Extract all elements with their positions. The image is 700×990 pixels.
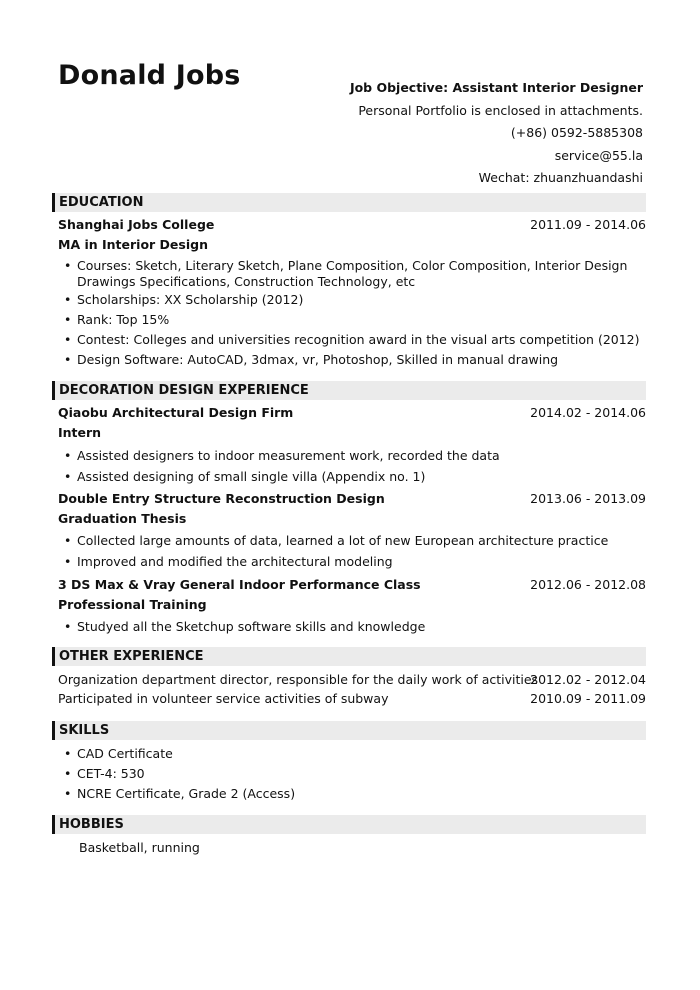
bullet-icon: • — [64, 746, 72, 761]
list-item — [64, 258, 644, 290]
other-experience-row — [58, 671, 646, 689]
section-header-experience: DECORATION DESIGN EXPERIENCE — [52, 381, 646, 400]
bullet-icon: • — [64, 533, 72, 548]
phone-number: (+86) 0592-5885308 — [510, 125, 643, 140]
job-role: Graduation Thesis — [58, 511, 187, 526]
job-role: Professional Training — [58, 597, 207, 612]
bullet-icon: • — [64, 332, 72, 347]
job-row — [58, 576, 646, 594]
candidate-name: Donald Jobs — [58, 60, 241, 91]
degree: MA in Interior Design — [58, 237, 208, 252]
list-item-text: Contest: Colleges and universities recognition award in the visual arts competition (2012) — [77, 332, 640, 347]
list-item-text: Assisted designing of small single villa (Appendix no. 1) — [77, 469, 426, 484]
list-item-text: Courses: Sketch, Literary Sketch, Plane Composition, Color Composition, Interior Design Drawings Specifications, Construction Technology, etc — [77, 258, 628, 289]
list-item-text: Scholarships: XX Scholarship (2012) — [77, 292, 304, 307]
list-item-text: CAD Certificate — [77, 746, 173, 761]
job-organization: 3 DS Max & Vray General Indoor Performance Class — [58, 577, 421, 592]
portfolio-note: Personal Portfolio is enclosed in attachments. — [358, 102, 643, 118]
job-organization: Double Entry Structure Reconstruction Design — [58, 491, 385, 506]
education-school-row — [58, 216, 646, 234]
list-item-text: Assisted designers to indoor measurement work, recorded the data — [77, 448, 500, 463]
education-dates: 2011.09 - 2014.06 — [530, 217, 646, 232]
email-address: service@55.la — [554, 147, 643, 163]
bullet-icon: • — [64, 469, 72, 484]
job-row — [58, 404, 646, 422]
job-organization: Qiaobu Architectural Design Firm — [58, 405, 294, 420]
list-item-text: NCRE Certificate, Grade 2 (Access) — [77, 786, 296, 801]
list-item-text: Rank: Top 15% — [77, 312, 170, 327]
other-experience-dates: 2010.09 - 2011.09 — [530, 691, 646, 706]
bullet-icon: • — [64, 448, 72, 463]
list-item-text: Studyed all the Sketchup software skills and knowledge — [77, 619, 426, 634]
job-dates: 2014.02 - 2014.06 — [530, 405, 646, 420]
section-header-skills: SKILLS — [52, 721, 646, 740]
list-item-text: Improved and modified the architectural modeling — [77, 554, 393, 569]
bullet-icon: • — [64, 312, 72, 327]
hobbies-text: Basketball, running — [79, 840, 200, 855]
other-experience-text: Participated in volunteer service activities of subway — [58, 691, 389, 706]
list-item-text: Collected large amounts of data, learned a lot of new European architecture practice — [77, 533, 609, 548]
list-item-text: Design Software: AutoCAD, 3dmax, vr, Photoshop, Skilled in manual drawing — [77, 352, 559, 367]
school-name: Shanghai Jobs College — [58, 217, 215, 232]
bullet-icon: • — [64, 554, 72, 569]
bullet-icon: • — [64, 292, 72, 307]
job-role: Intern — [58, 425, 102, 440]
bullet-icon: • — [64, 766, 72, 781]
job-objective: Job Objective: Assistant Interior Designer — [349, 80, 643, 95]
other-experience-text: Organization department director, responsible for the daily work of activities — [58, 672, 539, 687]
section-header-other-experience: OTHER EXPERIENCE — [52, 647, 646, 666]
list-item-text: CET-4: 530 — [77, 766, 145, 781]
other-experience-row — [58, 690, 646, 708]
wechat-id: Wechat: zhuanzhuandashi — [478, 170, 643, 185]
section-header-hobbies: HOBBIES — [52, 815, 646, 834]
job-dates: 2012.06 - 2012.08 — [530, 577, 646, 592]
job-row — [58, 490, 646, 508]
job-dates: 2013.06 - 2013.09 — [530, 491, 646, 506]
contact-block — [350, 79, 643, 192]
other-experience-dates: 2012.02 - 2012.04 — [530, 672, 646, 687]
section-header-education: EDUCATION — [52, 193, 646, 212]
bullet-icon: • — [64, 786, 72, 801]
bullet-icon: • — [64, 258, 72, 273]
bullet-icon: • — [64, 352, 72, 367]
bullet-icon: • — [64, 619, 72, 634]
